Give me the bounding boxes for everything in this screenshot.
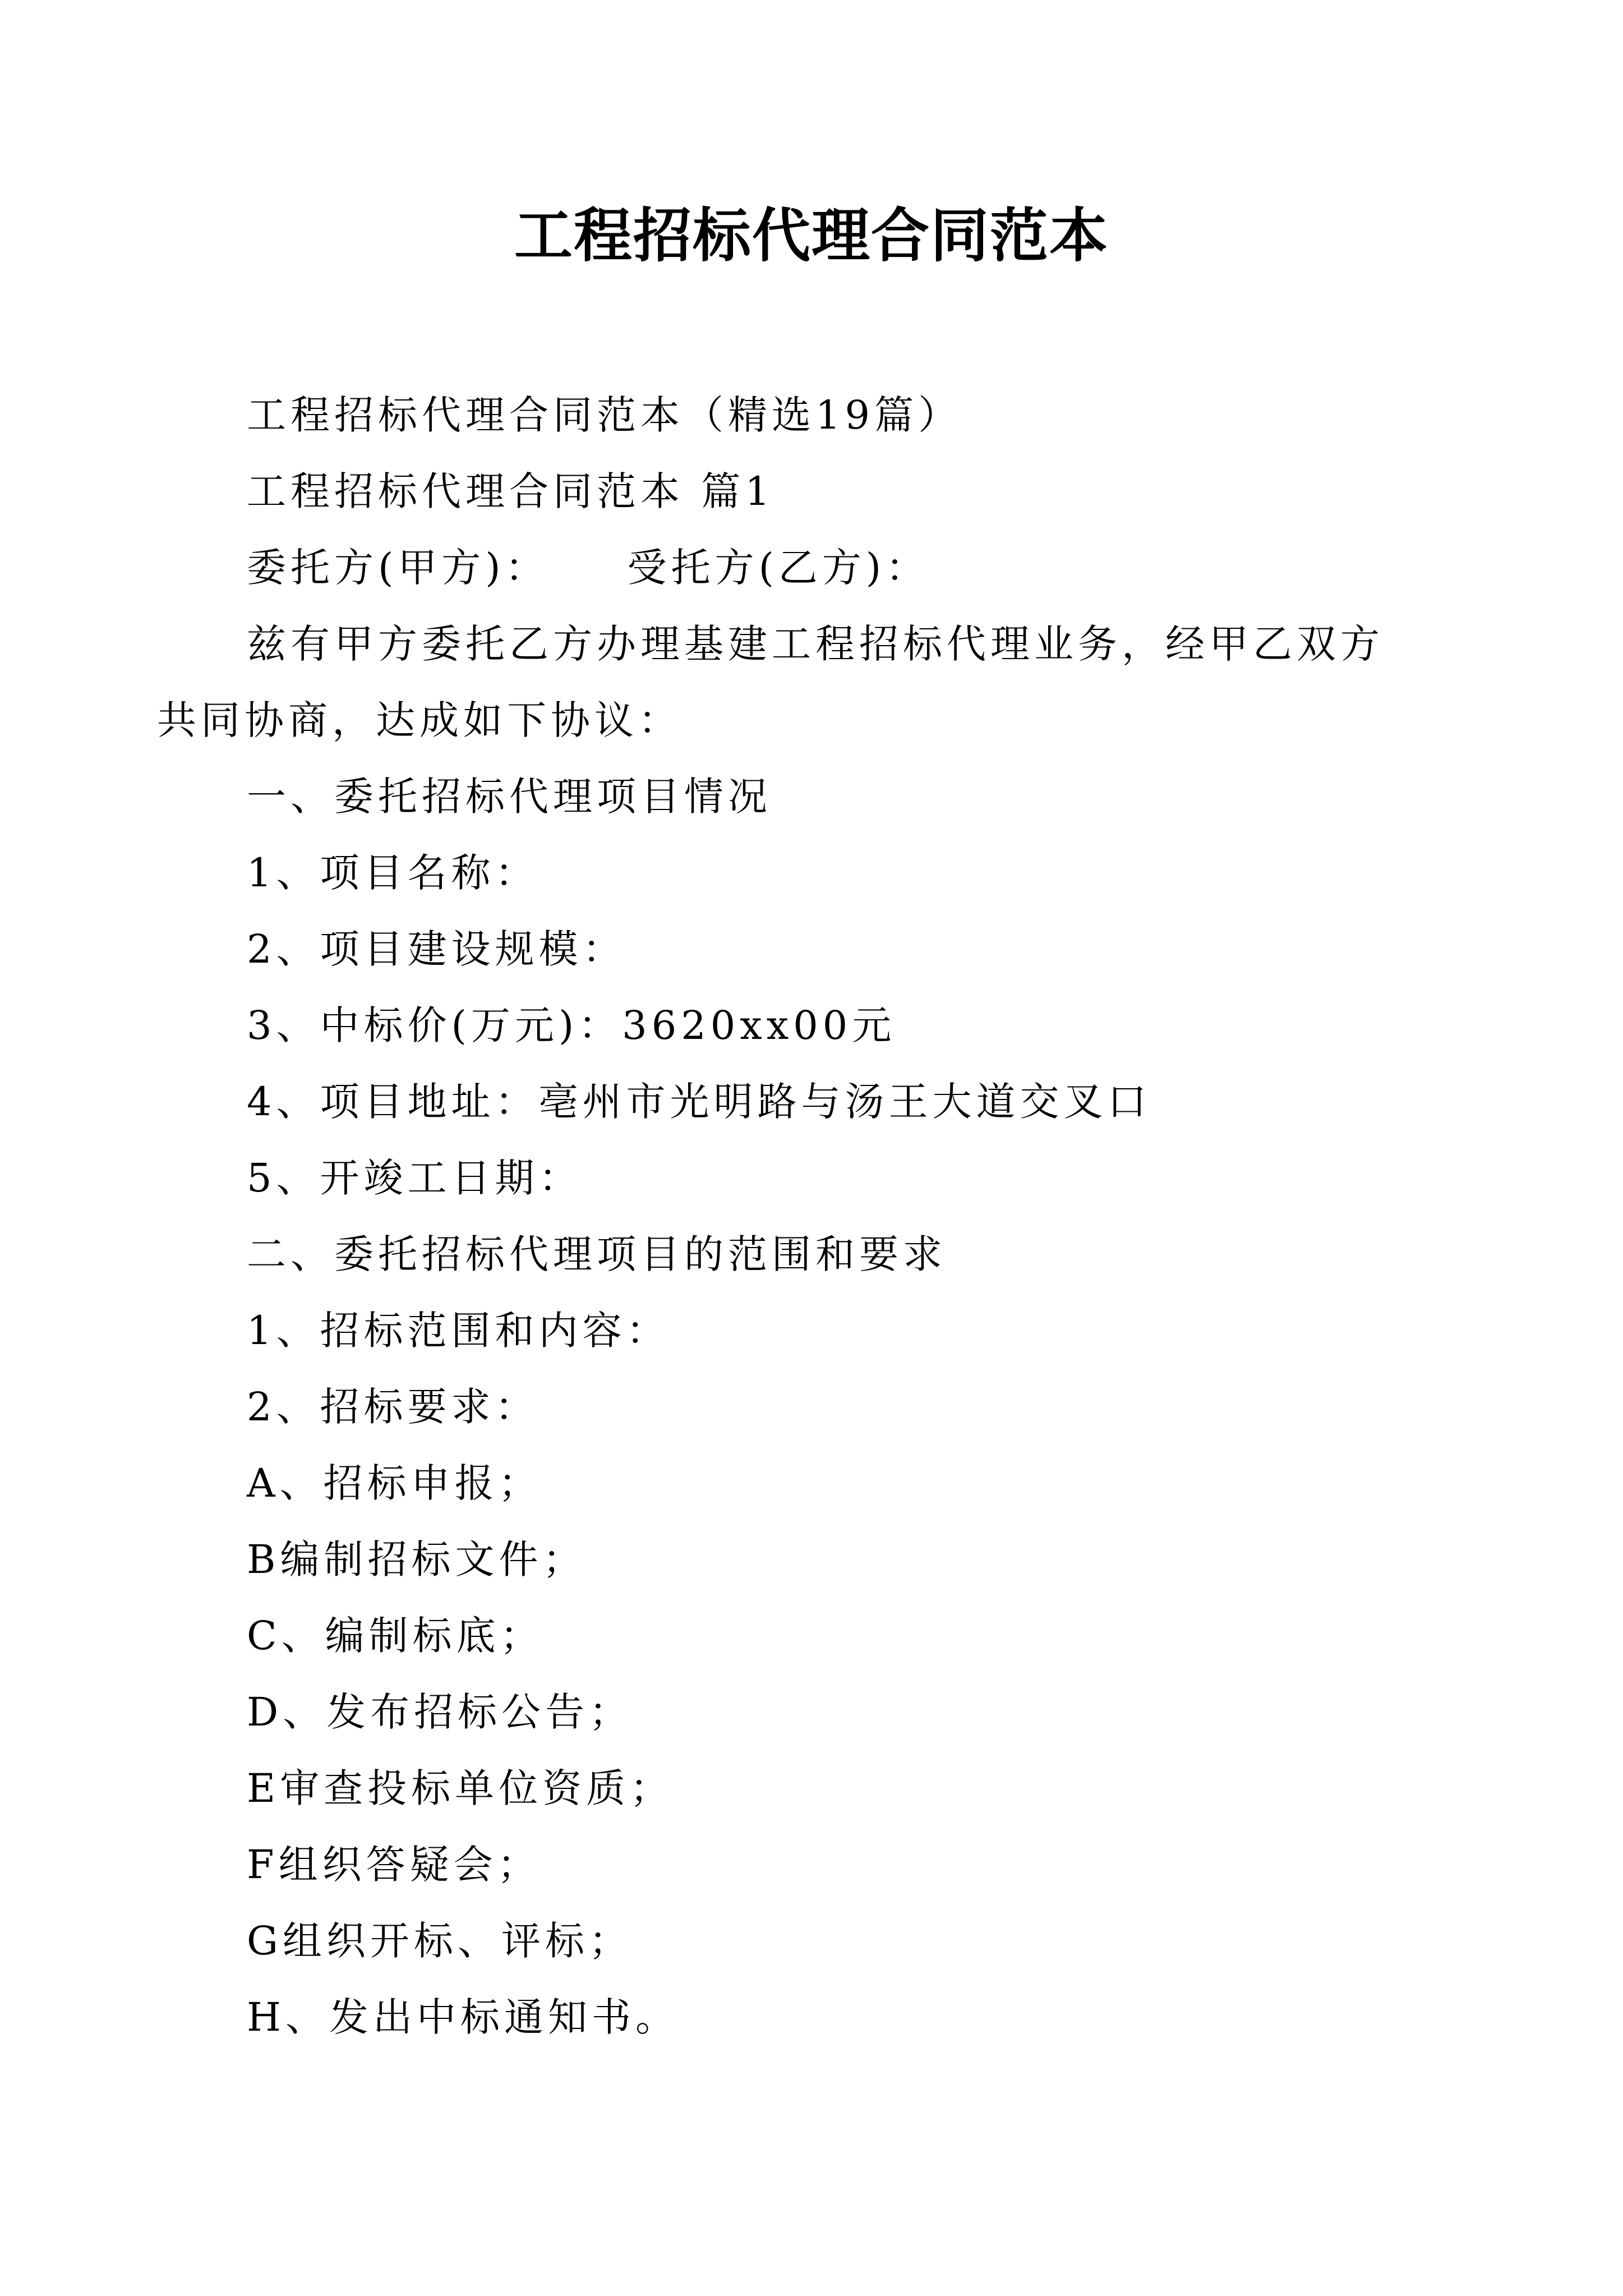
part1-item: 2、项目建设规模：: [247, 926, 626, 972]
part1-heading: 一、委托招标代理项目情况: [247, 774, 772, 820]
party-b-label: 受托方(乙方)：: [627, 545, 930, 591]
part2-heading: 二、委托招标代理项目的范围和要求: [247, 1231, 947, 1277]
part2-item: D、发布招标公告；: [247, 1689, 633, 1735]
part2-item: 2、招标要求：: [247, 1384, 539, 1430]
party-a-label: 委托方(甲方)：: [247, 545, 549, 591]
part2-item: C、编制标底；: [247, 1613, 544, 1659]
document-title: 工程招标代理合同范本: [514, 201, 1109, 270]
part2-item: G组织开标、评标；: [247, 1918, 633, 1964]
part1-item: 3、中标价(万元)：3620xx00元: [247, 1002, 896, 1048]
section-heading: 工程招标代理合同范本 篇1: [247, 468, 774, 514]
part2-item: B编制招标文件；: [247, 1536, 587, 1582]
part2-item: H、发出中标通知书。: [247, 1994, 680, 2040]
part2-item: F组织答疑会；: [247, 1842, 541, 1888]
part1-item: 4、项目地址：亳州市光明路与汤王大道交叉口: [247, 1079, 1151, 1125]
document-subtitle: 工程招标代理合同范本（精选19篇）: [247, 392, 962, 438]
part1-item: 1、项目名称：: [247, 850, 539, 896]
part2-item: A、招标申报；: [247, 1460, 542, 1506]
part2-item: 1、招标范围和内容：: [247, 1308, 670, 1354]
document-body: [157, 377, 1391, 2055]
part1-item: 5、开竣工日期：: [247, 1155, 583, 1201]
parties-line: [247, 530, 1391, 606]
part2-item: E审查投标单位资质；: [247, 1765, 674, 1811]
intro-paragraph: 兹有甲方委托乙方办理基建工程招标代理业务，经甲乙双方共同协商，达成如下协议：: [157, 621, 1384, 743]
